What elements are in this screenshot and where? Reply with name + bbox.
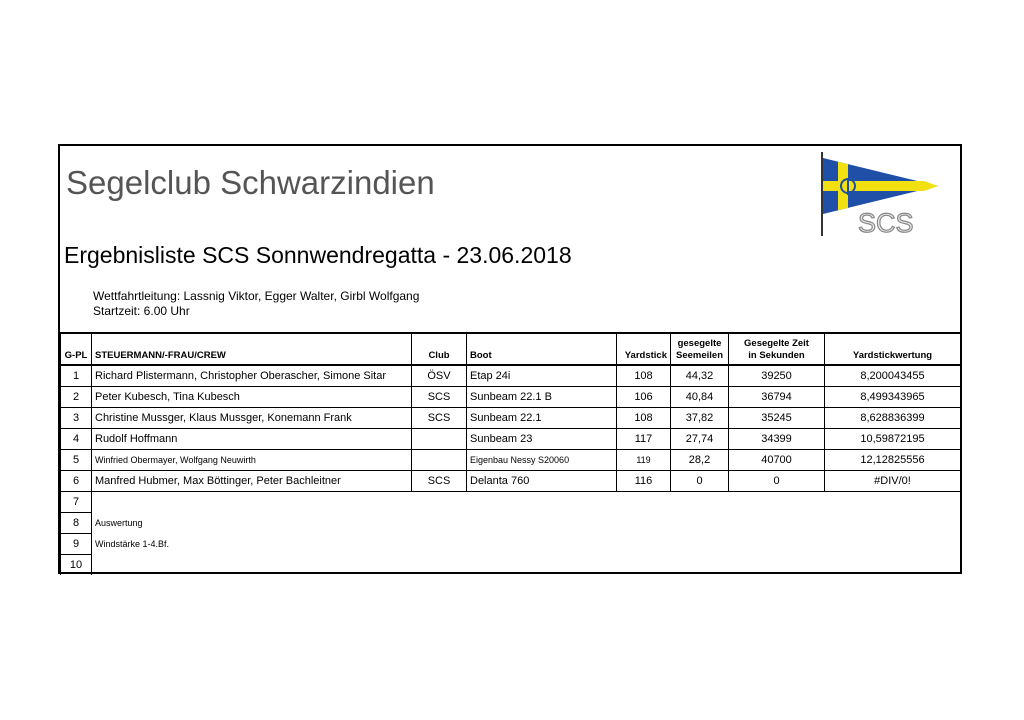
col-boat: Boot bbox=[467, 333, 617, 365]
cell-club: SCS bbox=[412, 471, 467, 492]
cell-boat: Sunbeam 22.1 bbox=[467, 408, 617, 429]
cell-time: 36794 bbox=[729, 387, 825, 408]
cell-club bbox=[412, 450, 467, 471]
cell-boat: Sunbeam 23 bbox=[467, 429, 617, 450]
cell-miles: 0 bbox=[671, 471, 729, 492]
event-title: Ergebnisliste SCS Sonnwendregatta - 23.06.2018 bbox=[64, 242, 572, 268]
cell-gpl: 6 bbox=[61, 471, 92, 492]
table-row bbox=[61, 365, 961, 387]
cell-boat: Eigenbau Nessy S20060 bbox=[467, 450, 617, 471]
table-header-row bbox=[61, 333, 961, 365]
table-row bbox=[61, 387, 961, 408]
cell-gpl: 10 bbox=[61, 555, 92, 576]
cell-crew: Manfred Hubmer, Max Böttinger, Peter Bachleitner bbox=[92, 471, 412, 492]
cell-crew: Winfried Obermayer, Wolfgang Neuwirth bbox=[92, 450, 412, 471]
table-row bbox=[61, 408, 961, 429]
cell-yardstick: 116 bbox=[617, 471, 671, 492]
extra-row bbox=[61, 555, 961, 576]
table-row bbox=[61, 471, 961, 492]
club-pennant-logo bbox=[818, 150, 944, 240]
col-gpl: G-PL bbox=[61, 333, 92, 365]
cell-gpl: 3 bbox=[61, 408, 92, 429]
cell-time: 40700 bbox=[729, 450, 825, 471]
cell-note: Windstärke 1-4.Bf. bbox=[92, 534, 961, 555]
cell-yardstick: 108 bbox=[617, 365, 671, 387]
cell-yardstick: 117 bbox=[617, 429, 671, 450]
col-rating: Yardstickwertung bbox=[825, 333, 961, 365]
cell-crew: Rudolf Hoffmann bbox=[92, 429, 412, 450]
cell-boat: Sunbeam 22.1 B bbox=[467, 387, 617, 408]
cell-time: 35245 bbox=[729, 408, 825, 429]
cell-gpl: 5 bbox=[61, 450, 92, 471]
cell-club: ÖSV bbox=[412, 365, 467, 387]
cell-gpl: 9 bbox=[61, 534, 92, 555]
cell-gpl: 8 bbox=[61, 513, 92, 534]
cell-club: SCS bbox=[412, 387, 467, 408]
col-crew: STEUERMANN/-FRAU/CREW bbox=[92, 333, 412, 365]
results-sheet bbox=[58, 144, 962, 574]
cell-note bbox=[92, 492, 961, 513]
results-table bbox=[60, 332, 961, 575]
cell-yardstick: 119 bbox=[617, 450, 671, 471]
club-name: Segelclub Schwarzindien bbox=[66, 164, 435, 201]
start-time: Startzeit: 6.00 Uhr bbox=[93, 304, 190, 318]
cell-miles: 44,32 bbox=[671, 365, 729, 387]
col-yardstick: Yardstick bbox=[617, 333, 671, 365]
cell-rating: 10,59872195 bbox=[825, 429, 961, 450]
cell-boat: Etap 24i bbox=[467, 365, 617, 387]
cell-yardstick: 106 bbox=[617, 387, 671, 408]
cell-miles: 37,82 bbox=[671, 408, 729, 429]
cell-crew: Richard Plistermann, Christopher Oberascher, Simone Sitar bbox=[92, 365, 412, 387]
cell-gpl: 1 bbox=[61, 365, 92, 387]
col-club: Club bbox=[412, 333, 467, 365]
table-row bbox=[61, 429, 961, 450]
cell-time: 39250 bbox=[729, 365, 825, 387]
col-miles-line1: gesegelte bbox=[677, 338, 722, 349]
cell-time: 34399 bbox=[729, 429, 825, 450]
cell-crew: Christine Mussger, Klaus Mussger, Konemann Frank bbox=[92, 408, 412, 429]
extra-row bbox=[61, 492, 961, 513]
cell-rating: 8,499343965 bbox=[825, 387, 961, 408]
cell-rating: #DIV/0! bbox=[825, 471, 961, 492]
cell-time: 0 bbox=[729, 471, 825, 492]
cell-note bbox=[92, 555, 961, 576]
col-time-line2: in Sekunden bbox=[748, 350, 805, 361]
cell-gpl: 7 bbox=[61, 492, 92, 513]
extra-row bbox=[61, 513, 961, 534]
cell-boat: Delanta 760 bbox=[467, 471, 617, 492]
cell-crew: Peter Kubesch, Tina Kubesch bbox=[92, 387, 412, 408]
cell-miles: 28,2 bbox=[671, 450, 729, 471]
race-committee: Wettfahrtleitung: Lassnig Viktor, Egger Walter, Girbl Wolfgang bbox=[93, 289, 420, 303]
cell-yardstick: 108 bbox=[617, 408, 671, 429]
logo-text: SCS bbox=[858, 208, 914, 238]
col-miles bbox=[671, 333, 729, 365]
cell-club: SCS bbox=[412, 408, 467, 429]
cell-rating: 8,200043455 bbox=[825, 365, 961, 387]
col-miles-line2: Seemeilen bbox=[676, 350, 723, 361]
cell-miles: 40,84 bbox=[671, 387, 729, 408]
pennant-yellow-vertical bbox=[838, 162, 848, 211]
cell-note: Auswertung bbox=[92, 513, 961, 534]
cell-club bbox=[412, 429, 467, 450]
cell-rating: 12,12825556 bbox=[825, 450, 961, 471]
cell-gpl: 2 bbox=[61, 387, 92, 408]
cell-rating: 8,628836399 bbox=[825, 408, 961, 429]
col-time-line1: Gesegelte Zeit bbox=[744, 338, 809, 349]
cell-miles: 27,74 bbox=[671, 429, 729, 450]
extra-row bbox=[61, 534, 961, 555]
table-row bbox=[61, 450, 961, 471]
col-time bbox=[729, 333, 825, 365]
cell-gpl: 4 bbox=[61, 429, 92, 450]
